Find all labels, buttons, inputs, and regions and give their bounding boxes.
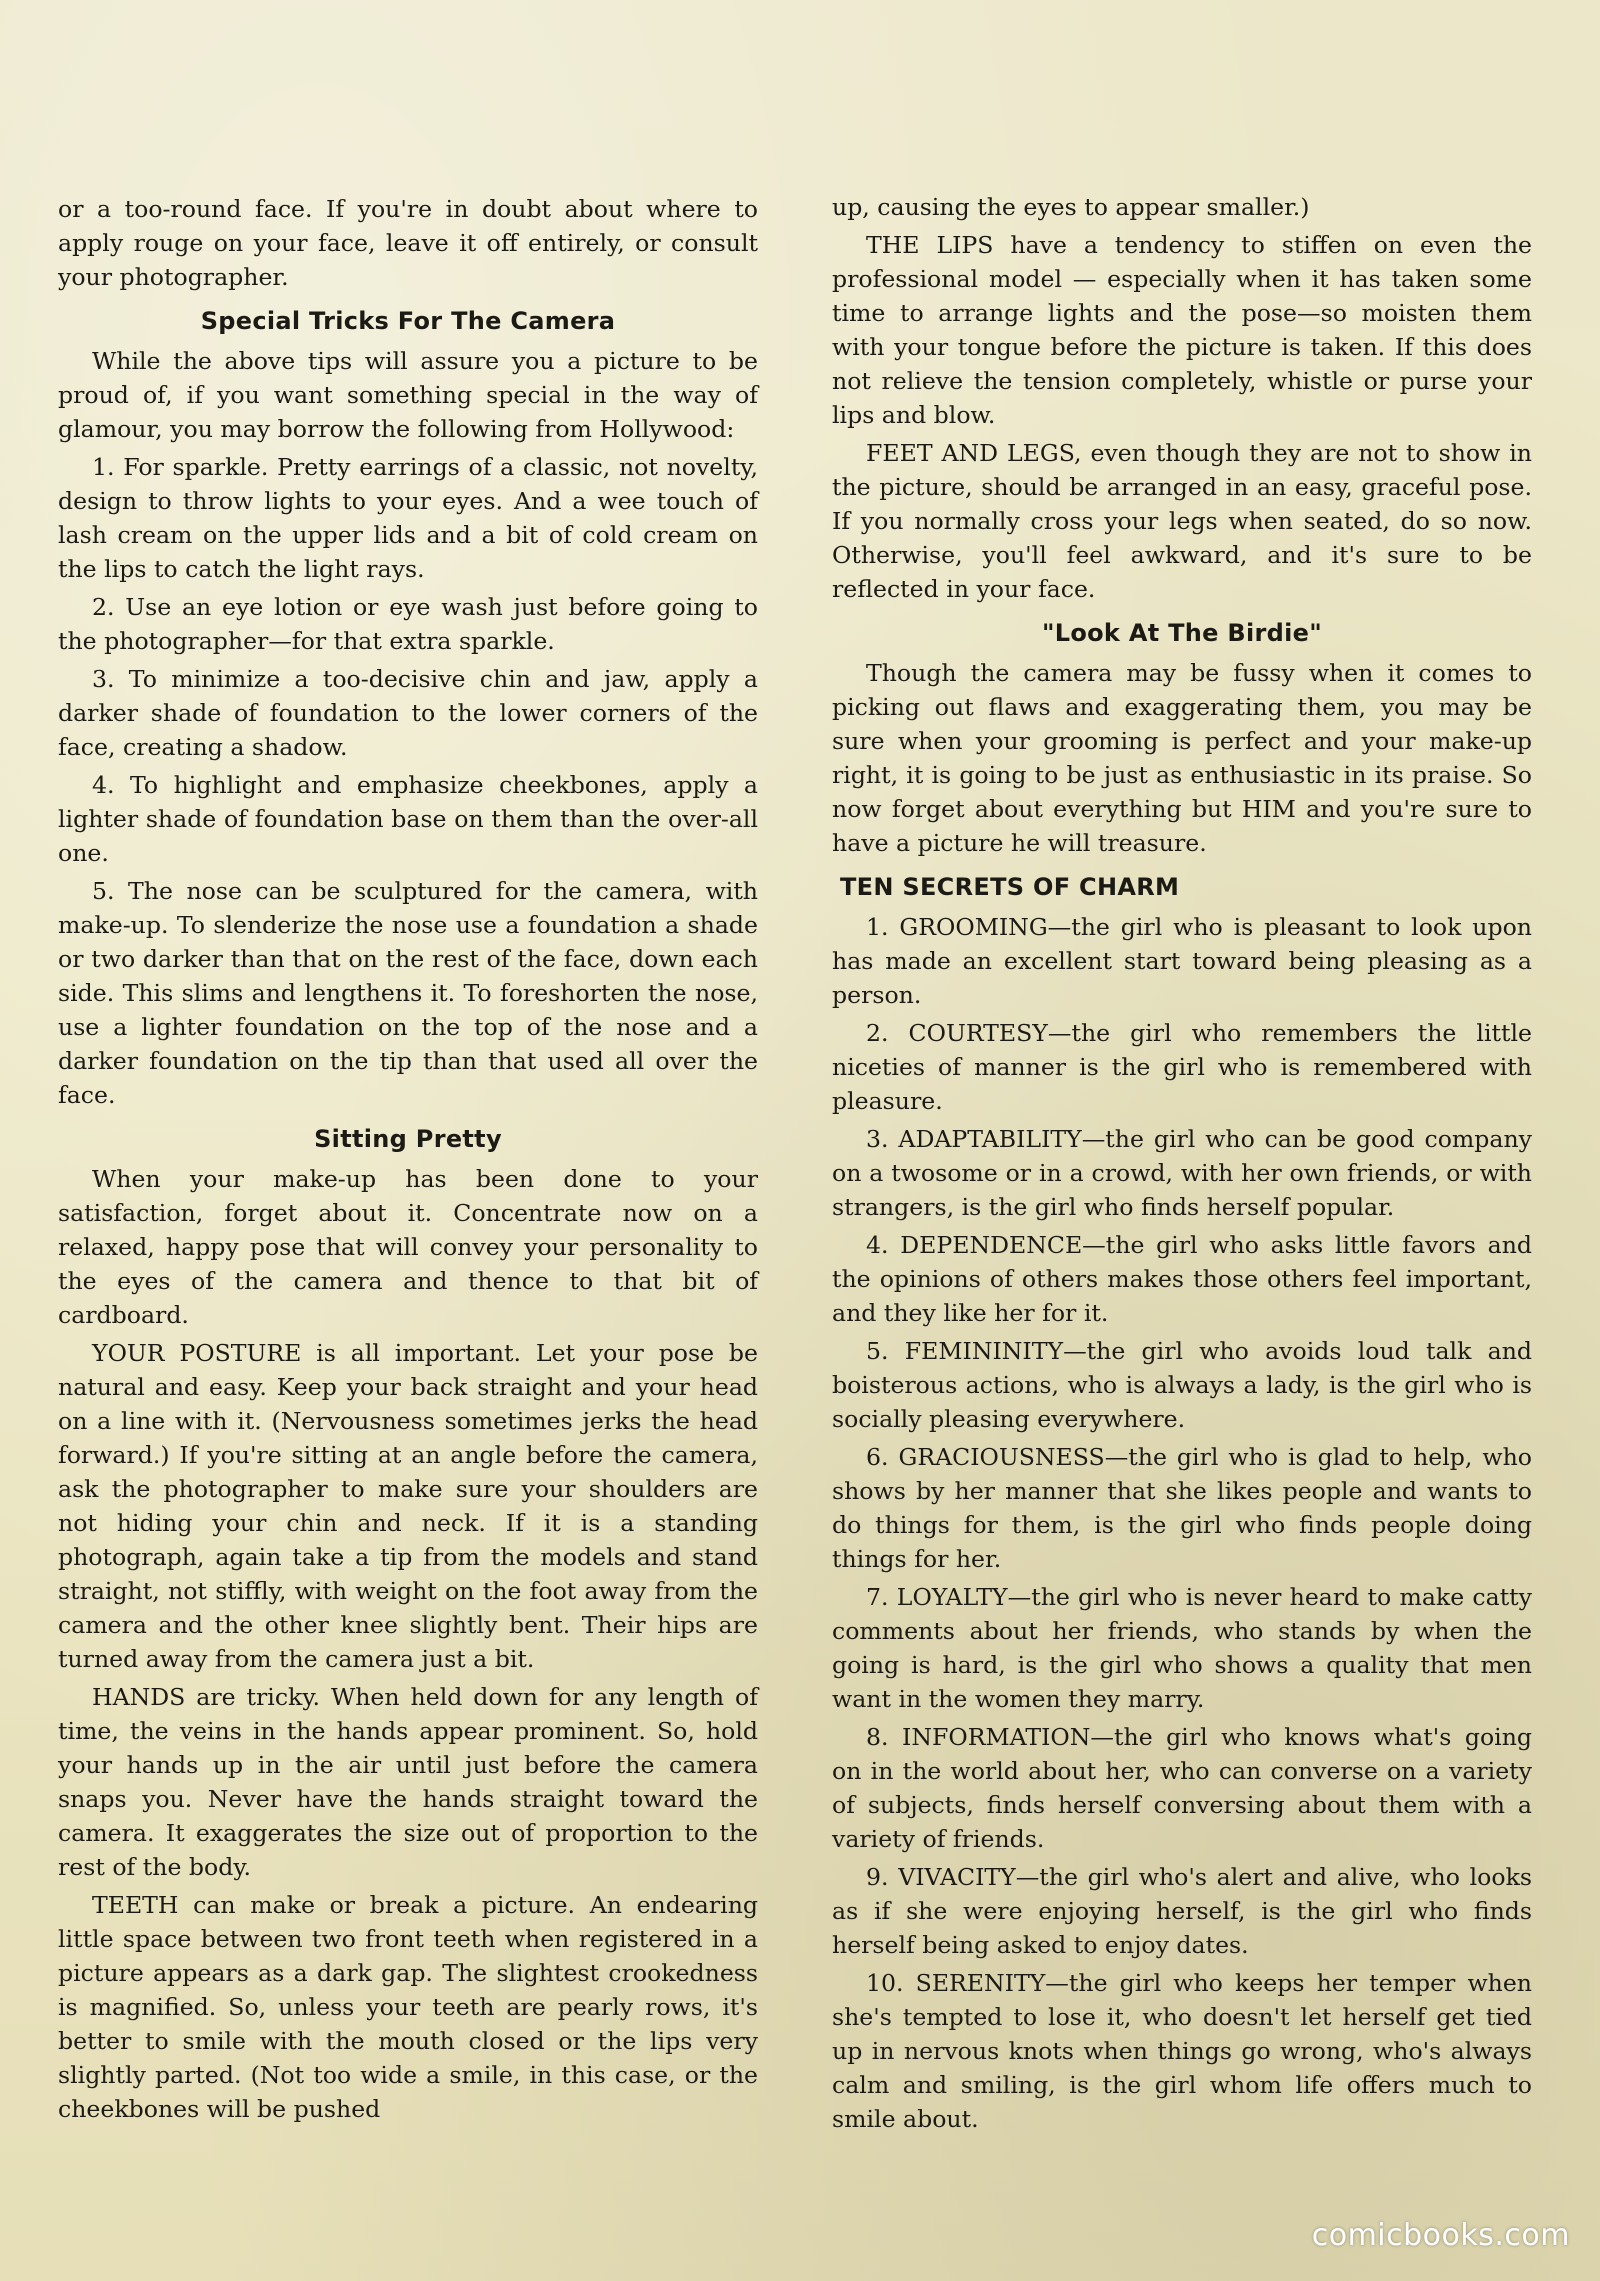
secret-serenity: 10. SERENITY—the girl who keeps her temper when she's tempted to lose it, who doesn't let herself get tied up in nervous knots when things go wrong, who's always calm and smiling, is the girl whom life offers much to smile about. xyxy=(832,1969,1532,2133)
secret-courtesy: 2. COURTESY—the girl who remembers the little niceties of manner is the girl who is remembered with pleasure. xyxy=(832,1019,1532,1115)
secret-graciousness: 6. GRACIOUSNESS—the girl who is glad to help, who shows by her manner that she likes people and wants to do things for them, is the girl who finds people doing things for her. xyxy=(832,1443,1532,1573)
heading-look-at-the-birdie: "Look At The Birdie" xyxy=(1041,619,1323,647)
paragraph-rouge-continued: or a too-round face. If you're in doubt about where to apply rouge on your face, leave it off entirely, or consult your photographer. xyxy=(58,195,758,291)
secret-adaptability: 3. ADAPTABILITY—the girl who can be good company on a twosome or in a crowd, with her own friends, or with strangers, is the girl who finds herself popular. xyxy=(832,1125,1532,1221)
secret-vivacity: 9. VIVACITY—the girl who's alert and alive, who looks as if she were enjoying herself, is the girl who finds herself being asked to enjoy dates. xyxy=(832,1863,1532,1959)
paragraph-teeth: TEETH can make or break a picture. An endearing little space between two front teeth when registered in a picture appears as a dark gap. The slightest crookedness is magnified. So, unless your teeth are pearly rows, it's better to smile with the mouth closed or the lips very slightly parted. (Not too wide a smile, in this case, or the cheekbones will be pushed xyxy=(58,1891,758,2123)
heading-sitting-pretty: Sitting Pretty xyxy=(314,1125,502,1153)
watermark: comicbooks.com xyxy=(1311,2218,1570,2253)
paragraph-eyes-smaller: up, causing the eyes to appear smaller.) xyxy=(832,193,1310,221)
heading-ten-secrets: TEN SECRETS OF CHARM xyxy=(840,873,1180,901)
paragraph-tip-2: 2. Use an eye lotion or eye wash just before going to the photographer—for that extra sparkle. xyxy=(58,593,758,655)
heading-special-tricks: Special Tricks For The Camera xyxy=(200,307,616,335)
paragraph-tip-4: 4. To highlight and emphasize cheekbones, apply a lighter shade of foundation base on them than the over-all one. xyxy=(58,771,758,867)
secret-dependence: 4. DEPENDENCE—the girl who asks little favors and the opinions of others makes those others feel important, and they like her for it. xyxy=(832,1231,1532,1327)
paragraph-satisfaction: When your make-up has been done to your satisfaction, forget about it. Concentrate now on a relaxed, happy pose that will convey your personality to the eyes of the camera and thence to that bit of cardboard. xyxy=(58,1165,758,1329)
secret-information: 8. INFORMATION—the girl who knows what's going on in the world about her, who can converse on a variety of subjects, finds herself conversing about them with a variety of friends. xyxy=(832,1723,1532,1853)
secret-grooming: 1. GROOMING—the girl who is pleasant to look upon has made an excellent start toward being pleasing as a person. xyxy=(832,913,1532,1009)
paragraph-birdie: Though the camera may be fussy when it comes to picking out flaws and exaggerating them, you may be sure when your grooming is perfect and your make-up right, it is going to be just as enthusiastic in its praise. So now forget about everything but HIM and you're sure to have a picture he will treasure. xyxy=(832,659,1532,857)
secret-femininity: 5. FEMININITY—the girl who avoids loud talk and boisterous actions, who is always a lady, is the girl who is socially pleasing everywhere. xyxy=(832,1337,1532,1433)
left-column xyxy=(58,192,758,2130)
paragraph-tip-1: 1. For sparkle. Pretty earrings of a classic, not novelty, design to throw lights to your eyes. And a wee touch of lash cream on the upper lids and a bit of cold cream on the lips to catch the light rays. xyxy=(58,453,758,583)
paragraph-hands: HANDS are tricky. When held down for any length of time, the veins in the hands appear prominent. So, hold your hands up in the air until just before the camera snaps you. Never have the hands straight toward the camera. It exaggerates the size out of proportion to the rest of the body. xyxy=(58,1683,758,1881)
paragraph-hollywood-intro: While the above tips will assure you a picture to be proud of, if you want something special in the way of glamour, you may borrow the following from Hollywood: xyxy=(58,347,758,443)
paragraph-lips: THE LIPS have a tendency to stiffen on even the professional model — especially when it has taken some time to arrange lights and the pose—so moisten them with your tongue before the picture is taken. If this does not relieve the tension completely, whistle or purse your lips and blow. xyxy=(832,231,1532,429)
right-column xyxy=(832,190,1532,2140)
secret-loyalty: 7. LOYALTY—the girl who is never heard to make catty comments about her friends, who stands by when the going is hard, is the girl who shows a quality that men want in the women they marry. xyxy=(832,1583,1532,1713)
paragraph-posture: YOUR POSTURE is all important. Let your pose be natural and easy. Keep your back straight and your head on a line with it. (Nervousness sometimes jerks the head forward.) If you're sitting at an angle before the camera, ask the photographer to make sure your shoulders are not hiding your chin and neck. If it is a standing photograph, again take a tip from the models and stand straight, not stiffly, with weight on the foot away from the camera and the other knee slightly bent. Their hips are turned away from the camera just a bit. xyxy=(58,1339,758,1673)
paragraph-tip-5: 5. The nose can be sculptured for the camera, with make-up. To slenderize the nose use a foundation a shade or two darker than that on the rest of the face, down each side. This slims and lengthens it. To foreshorten the nose, use a lighter foundation on the top of the nose and a darker foundation on the tip than that used all over the face. xyxy=(58,877,758,1109)
paragraph-feet-legs: FEET AND LEGS, even though they are not to show in the picture, should be arranged in an easy, graceful pose. If you normally cross your legs when seated, do so now. Otherwise, you'll feel awkward, and it's sure to be reflected in your face. xyxy=(832,439,1532,603)
paragraph-tip-3: 3. To minimize a too-decisive chin and jaw, apply a darker shade of foundation to the lower corners of the face, creating a shadow. xyxy=(58,665,758,761)
